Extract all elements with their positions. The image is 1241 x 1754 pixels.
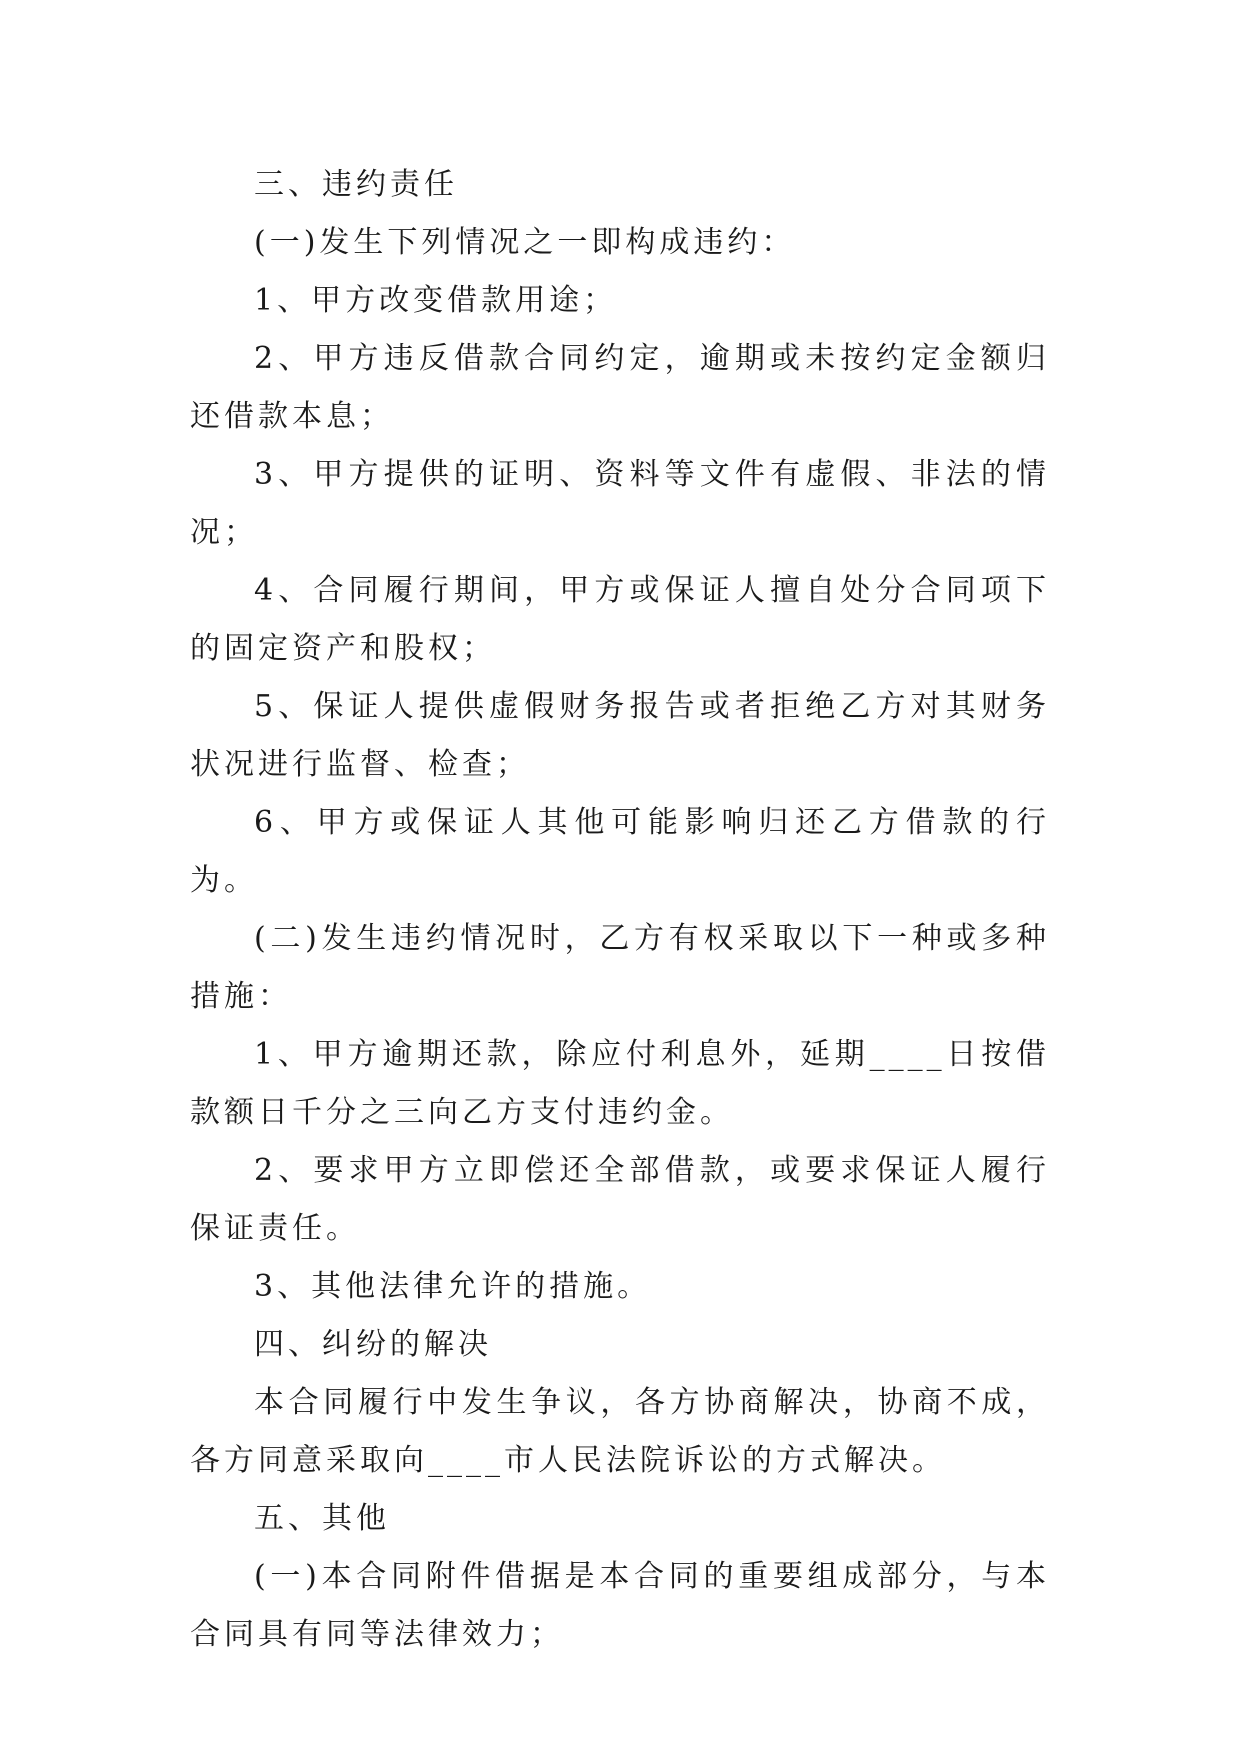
clause-item: 2、甲方违反借款合同约定，逾期或未按约定金额归还借款本息； <box>190 341 1050 434</box>
section-heading-other: 五、其他 <box>254 1501 390 1536</box>
clause-dispute: 本合同履行中发生争议，各方协商解决，协商不成，各方同意采取向____市人民法院诉讼的方式解决。 <box>190 1385 1050 1478</box>
clause-item: 3、其他法律允许的措施。 <box>254 1269 652 1304</box>
clause-remedies: (二)发生违约情况时，乙方有权采取以下一种或多种措施： <box>190 921 1050 1014</box>
clause-attachment: (一)本合同附件借据是本合同的重要组成部分，与本合同具有同等法律效力； <box>190 1559 1050 1652</box>
clause-item: 1、甲方逾期还款，除应付利息外，延期____日按借款额日千分之三向乙方支付违约金。 <box>190 1037 1050 1130</box>
clause-item: 4、合同履行期间，甲方或保证人擅自处分合同项下的固定资产和股权； <box>190 573 1050 666</box>
clause-item: 2、要求甲方立即偿还全部借款，或要求保证人履行保证责任。 <box>190 1153 1050 1246</box>
section-heading-dispute-resolution: 四、纠纷的解决 <box>254 1327 492 1362</box>
document-body <box>190 156 1050 1664</box>
clause-item: 6、甲方或保证人其他可能影响归还乙方借款的行为。 <box>190 805 1050 898</box>
section-heading-breach-liability: 三、违约责任 <box>254 167 458 202</box>
clause-item: 1、甲方改变借款用途； <box>254 283 618 318</box>
clause-breach-conditions: (一)发生下列情况之一即构成违约： <box>254 225 796 260</box>
clause-item: 5、保证人提供虚假财务报告或者拒绝乙方对其财务状况进行监督、检查； <box>190 689 1050 782</box>
clause-item: 3、甲方提供的证明、资料等文件有虚假、非法的情况； <box>190 457 1050 550</box>
